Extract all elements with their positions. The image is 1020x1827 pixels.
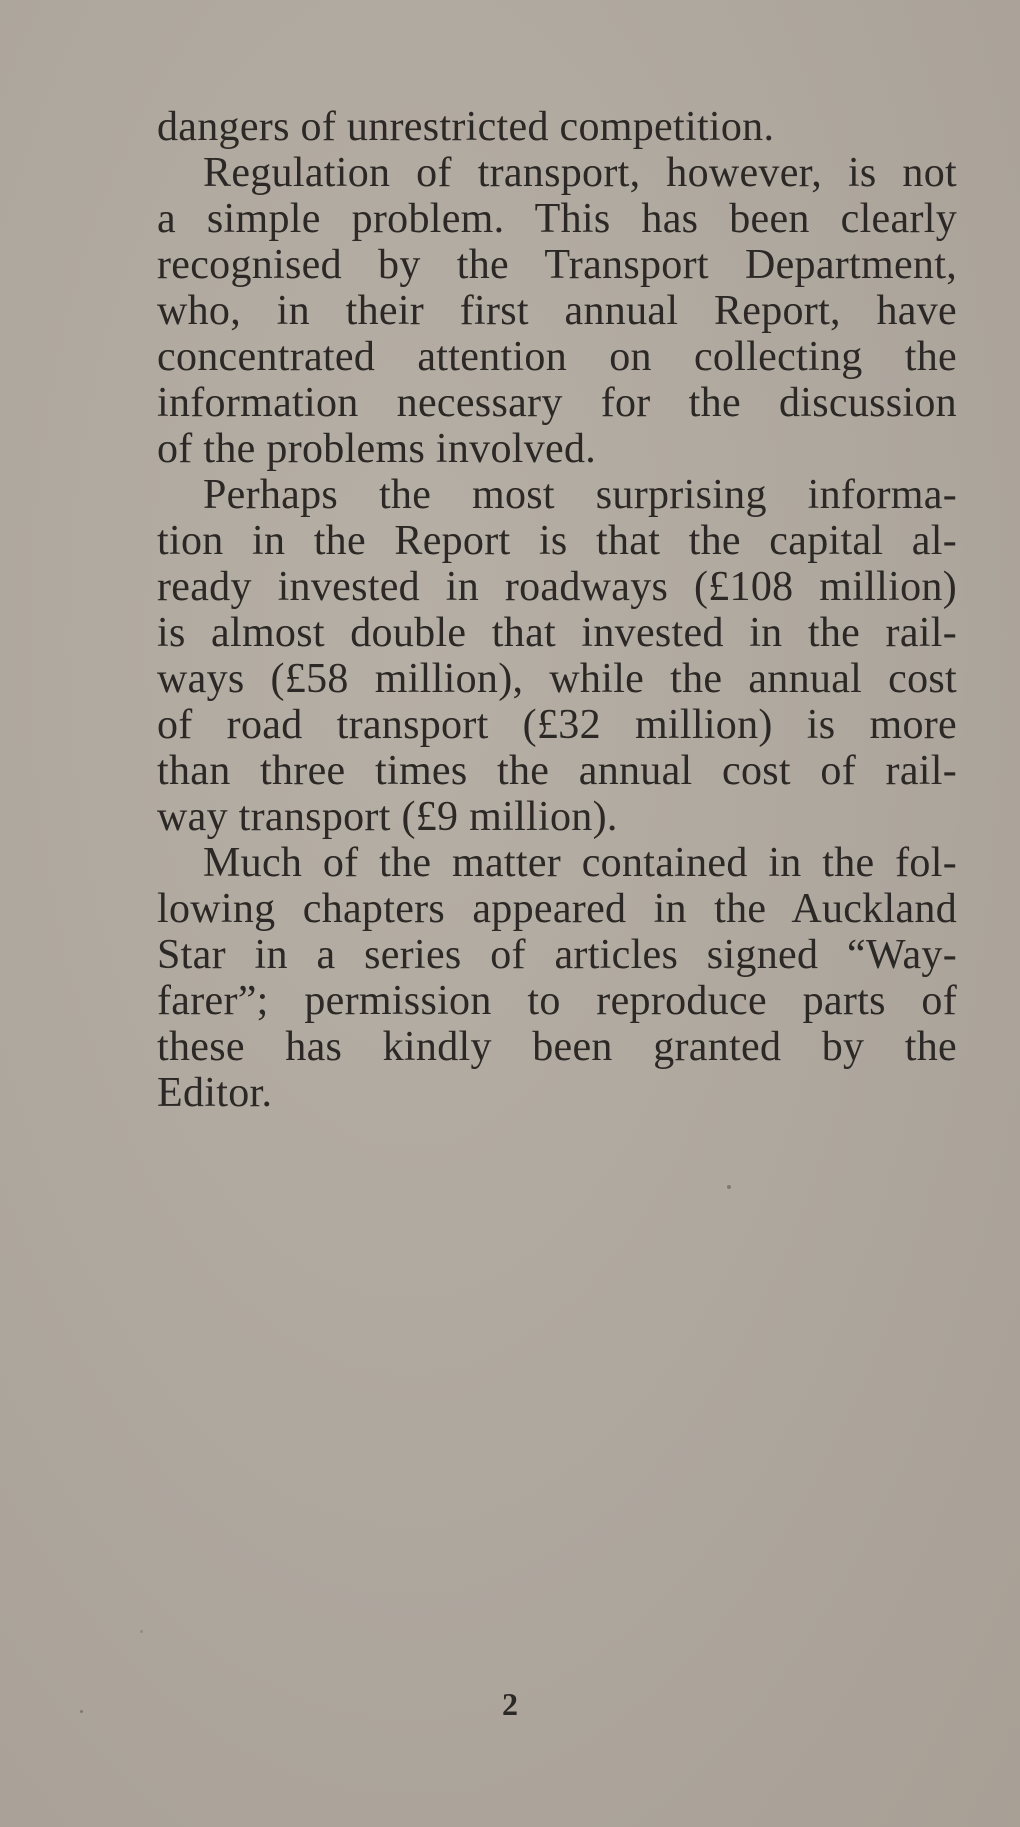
text-line: Regulation of transport, however, is not (203, 150, 957, 196)
paragraph (157, 472, 957, 840)
text-line: of the problems involved. (157, 426, 597, 472)
text-line: recognised by the Transport Department, (157, 242, 957, 288)
text-line: Star in a series of articles signed “Way- (157, 932, 957, 978)
text-line: Perhaps the most surprising informa- (203, 472, 957, 518)
text-line: who, in their first annual Report, have (157, 288, 957, 334)
text-line: information necessary for the discussion (157, 380, 957, 426)
paragraph (157, 150, 957, 472)
text-line: farer”; permission to reproduce parts of (157, 978, 957, 1024)
text-line: Editor. (157, 1070, 273, 1116)
text-line: Much of the matter contained in the fol- (203, 840, 957, 886)
text-line: concentrated attention on collecting the (157, 334, 957, 380)
page-number: 2 (502, 1686, 518, 1722)
text-line: tion in the Report is that the capital al- (157, 518, 957, 564)
text-line: than three times the annual cost of rail- (157, 748, 957, 794)
text-line: lowing chapters appeared in the Auckland (157, 886, 957, 932)
paragraph (157, 840, 957, 1116)
text-line: way transport (£9 million). (157, 794, 618, 840)
body-text (157, 104, 957, 1116)
text-line: of road transport (£32 million) is more (157, 702, 957, 748)
paper-speck (140, 1630, 143, 1633)
text-line: dangers of unrestricted competition. (157, 104, 775, 150)
text-line: these has kindly been granted by the (157, 1024, 957, 1070)
text-line: ways (£58 million), while the annual cost (157, 656, 957, 702)
paper-speck (80, 1710, 83, 1713)
text-line: ready invested in roadways (£108 million) (157, 564, 957, 610)
text-line: is almost double that invested in the rail- (157, 610, 957, 656)
paragraph (157, 104, 957, 150)
paper-speck (727, 1185, 731, 1189)
text-line: a simple problem. This has been clearly (157, 196, 957, 242)
